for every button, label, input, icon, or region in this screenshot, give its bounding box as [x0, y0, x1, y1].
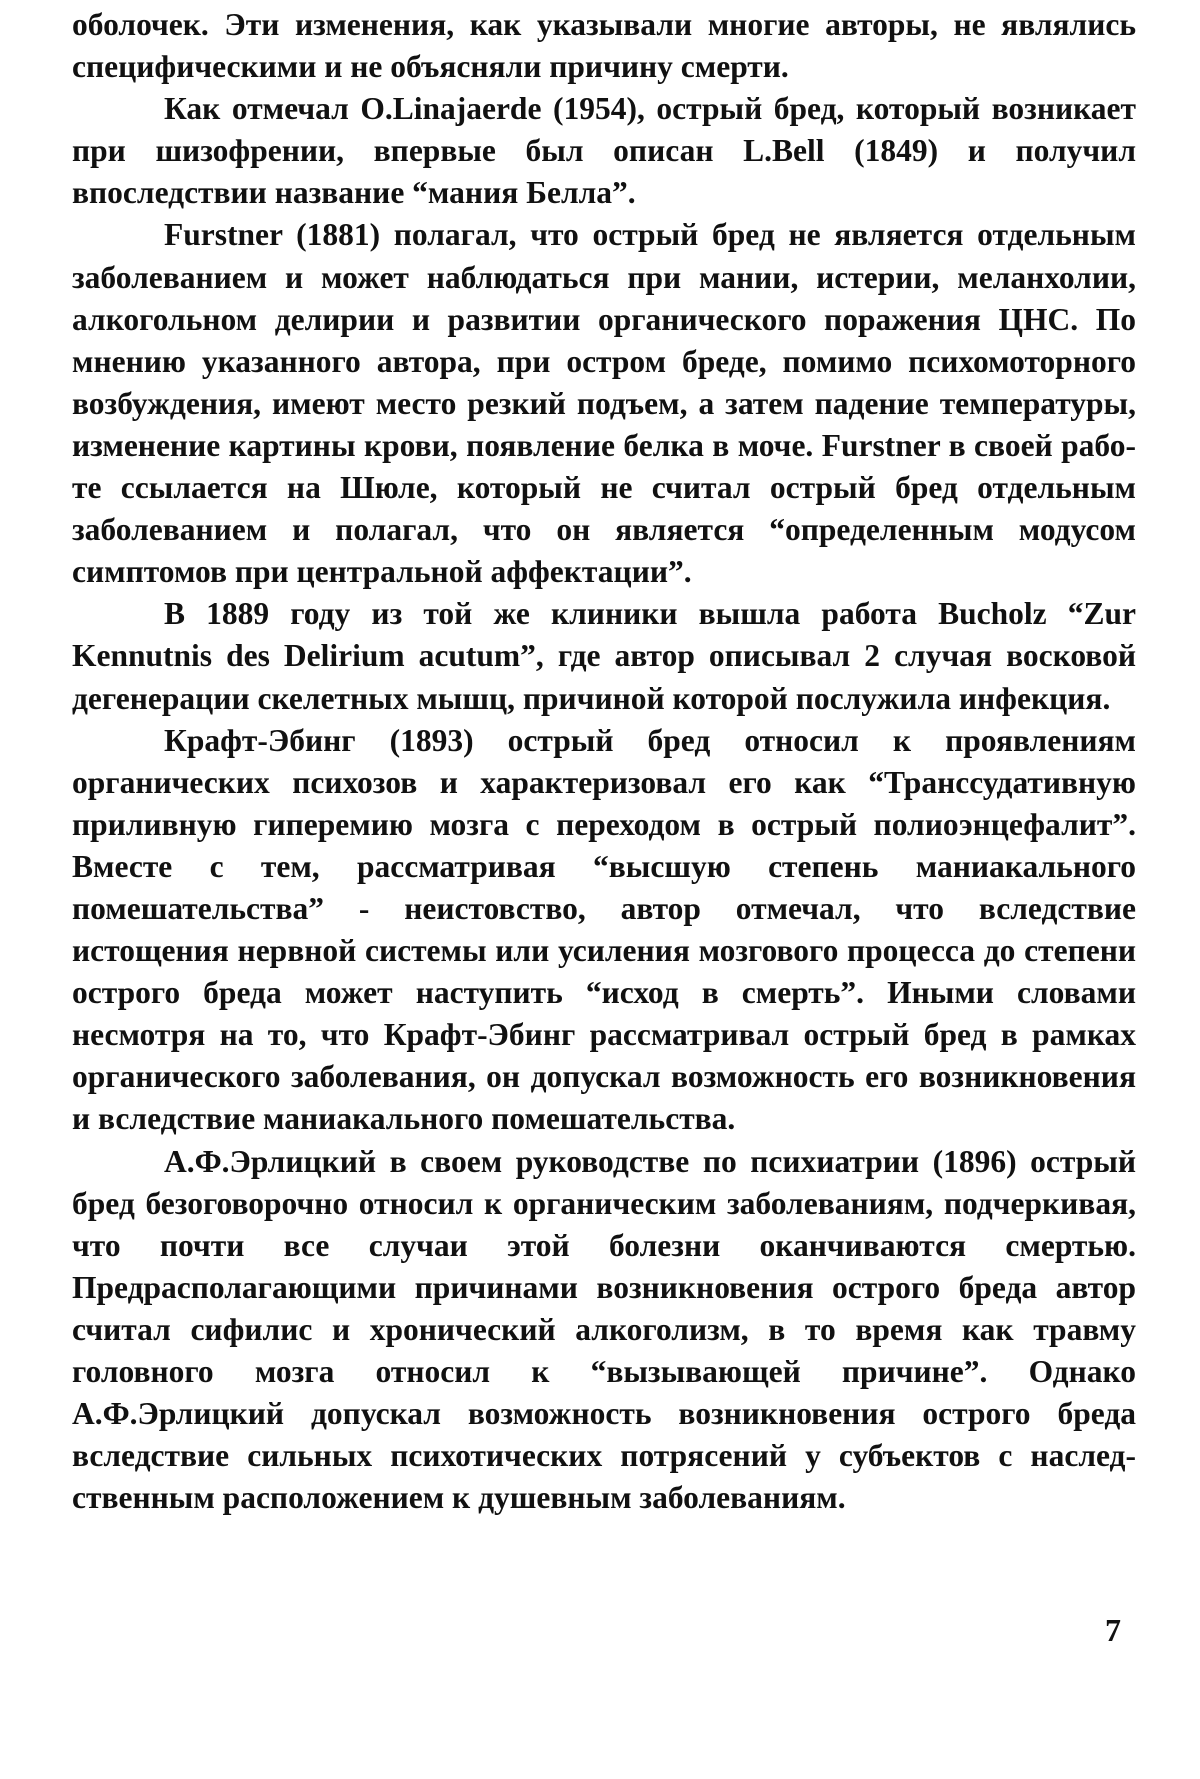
paragraph-erlitsky: А.Ф.Эрлицкий в своем руководстве по психиатрии (1896) острый бред безоговорочно относил к органическим заболеваниям, подчеркивая, что почти все случаи этой болезни оканчиваются смертью. Предрасполагающими причинами возникновения острого бреда автор считал сифилис и хронический алкоголизм, в то время как травму головного мозга относил к “вызывающей причине”. Однако А.Ф.Эрлицкий допускал возможность возникновения острого бреда вследствие сильных психотических потрясений у субъектов с наследственным расположением к душевным заболеваниям. — [72, 1143, 1136, 1516]
body-text — [72, 4, 1136, 1519]
paragraph-continuation: оболочек. Эти изменения, как указывали многие авторы, не являлись специфическими и не объясняли причину смерти. — [72, 7, 1136, 85]
paragraph-bucholz: В 1889 году из той же клиники вышла работа Bucholz “Zur Kennutnis des Delirium acutum”, где автор описывал 2 случая восковой дегенерации скелетных мышц, причиной которой послужила инфекция. — [72, 596, 1136, 716]
paragraph-furstner: Furstner (1881) полагал, что острый бред не является отдельным заболеванием и может наблюдаться при мании, истерии, меланхолии, алкогольном делирии и развитии органического поражения ЦНС. По мнению указанного автора, при остром бреде, помимо психомоторного возбуждения, имеют место резкий подъем, а затем падение температуры, изменение картины крови, появление белка в моче. Furstner в своей работе ссылается на Шюле, который не считал острый бред отдельным заболеванием и полагал, что он является “определенным модусом симптомов при центральной аффектации”. — [72, 217, 1136, 590]
paragraph-krafft-ebing: Крафт-Эбинг (1893) острый бред относил к проявлениям органических психозов и характеризовал его как “Транссудативную приливную гиперемию мозга с переходом в острый полиоэнцефалит”. Вместе с тем, рассматривая “высшую степень маниакального помешательства” - неистовство, автор отмечал, что вследствие истощения нервной системы или усиления мозгового процесса до степени острого бреда может наступить “исход в смерть”. Иными словами несмотря на то, что Крафт-Эбинг рассматривал острый бред в рамках органического заболевания, он допускал возможность его возникновения и вследствие маниакального помешательства. — [72, 722, 1136, 1137]
paragraph-linajaerde: Как отмечал O.Linajaerde (1954), острый бред, который возникает при шизофрении, впервые был описан L.Bell (1849) и получил впоследствии название “мания Белла”. — [72, 91, 1136, 211]
page-number: 7 — [1105, 1612, 1121, 1648]
